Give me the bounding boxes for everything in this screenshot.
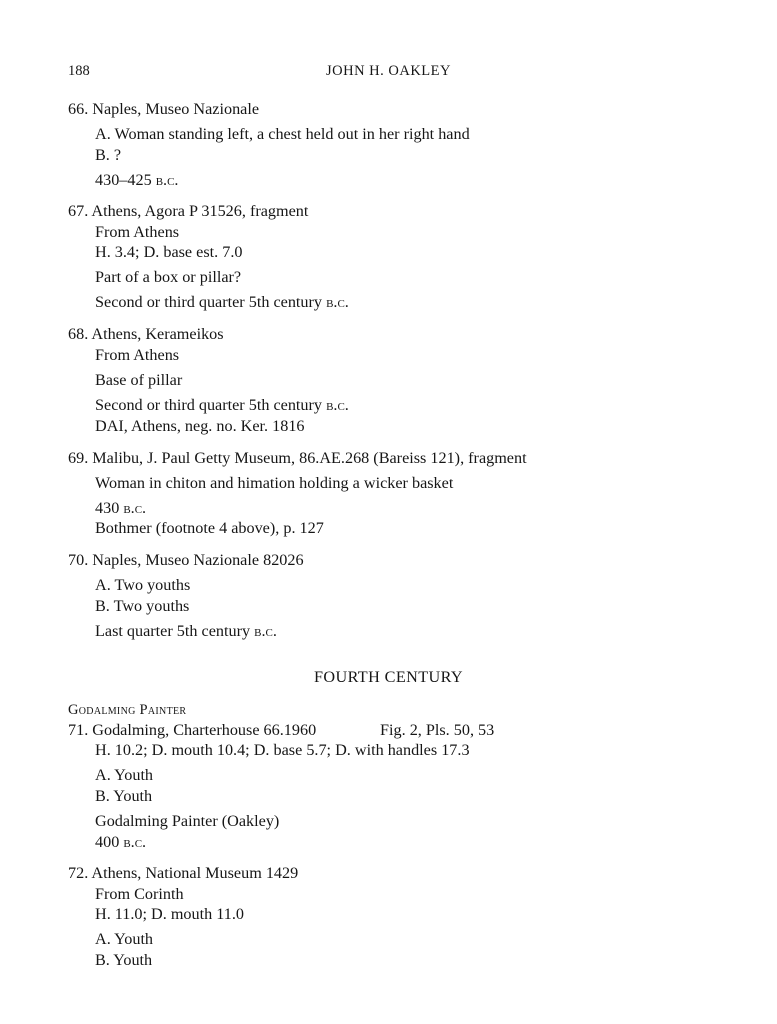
entry-heading: 70. Naples, Museo Nazionale 82026 [68,551,304,569]
entry-line: A. Youth [95,930,154,948]
entry-line: B. Youth [95,787,153,805]
painter-heading: Godalming Painter [68,702,187,718]
entry-date: 400 b.c. [95,833,147,851]
entry-line: Part of a box or pillar? [95,268,242,286]
entry-date: 430–425 b.c. [95,171,179,189]
entry-line: B. Two youths [95,597,190,615]
entry-line: Godalming Painter (Oakley) [95,812,280,830]
entry-line: Base of pillar [95,371,183,389]
entry-line: A. Woman standing left, a chest held out in her right hand [95,125,470,143]
entry-date: Second or third quarter 5th century b.c. [95,396,349,414]
entry-date: Last quarter 5th century b.c. [95,622,277,640]
entry-line: B. Youth [95,951,153,969]
entry-line: Woman in chiton and himation holding a wicker basket [95,474,454,492]
entry-line: H. 10.2; D. mouth 10.4; D. base 5.7; D. with handles 17.3 [95,741,470,759]
entry-line: From Athens [95,346,180,364]
entry-line: A. Two youths [95,576,191,594]
entry-heading: 71. Godalming, Charterhouse 66.1960 [68,721,317,739]
entry-line: From Corinth [95,885,184,903]
entry-heading: 69. Malibu, J. Paul Getty Museum, 86.AE.268 (Bareiss 121), fragment [68,449,527,467]
page-number: 188 [68,63,90,79]
entry-line: A. Youth [95,766,154,784]
entry-line: Bothmer (footnote 4 above), p. 127 [95,519,324,537]
entry-line: B. ? [95,146,122,164]
entry-line: H. 3.4; D. base est. 7.0 [95,243,243,261]
entry-line: From Athens [95,223,180,241]
section-heading: FOURTH CENTURY [314,668,463,686]
running-head: JOHN H. OAKLEY [325,63,451,79]
entry-date: Second or third quarter 5th century b.c. [95,293,349,311]
entry-heading: 67. Athens, Agora P 31526, fragment [68,202,309,220]
entry-heading: 72. Athens, National Museum 1429 [68,864,299,882]
entry-line: H. 11.0; D. mouth 11.0 [95,905,244,923]
entry-date: 430 b.c. [95,499,147,517]
entry-heading: 66. Naples, Museo Nazionale [68,100,260,118]
entry-heading: 68. Athens, Kerameikos [68,325,224,343]
entry-line: DAI, Athens, neg. no. Ker. 1816 [95,417,305,435]
figure-reference: Fig. 2, Pls. 50, 53 [380,721,495,739]
